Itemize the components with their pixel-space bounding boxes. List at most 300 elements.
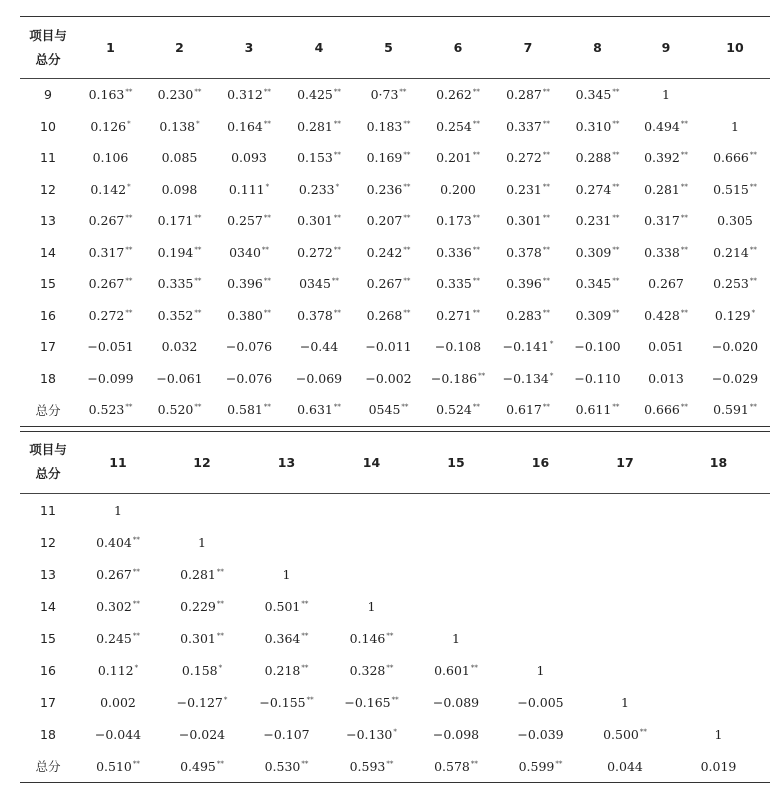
correlation-cell [583, 718, 667, 750]
significance-marker: ** [132, 759, 140, 768]
significance-marker: ** [391, 695, 399, 704]
correlation-value: −0.100 [574, 339, 621, 355]
correlation-cell [493, 79, 563, 111]
correlation-value: 0.335 [436, 276, 472, 292]
correlation-value: 0.611 [575, 402, 612, 418]
significance-marker: ** [261, 245, 269, 254]
correlation-value: 0.495 [180, 758, 216, 774]
row-label: 12 [40, 534, 56, 550]
correlation-value: 0.501 [264, 598, 301, 614]
correlation-value: 0.593 [349, 758, 386, 774]
significance-marker: ** [399, 88, 407, 97]
correlation-cell [329, 590, 414, 622]
significance-marker: ** [680, 245, 688, 254]
correlation-cell [214, 268, 284, 300]
table-row [20, 494, 770, 527]
significance-marker: ** [612, 151, 620, 160]
correlation-cell [563, 394, 632, 426]
row-label: 10 [40, 118, 56, 134]
correlation-cell [145, 268, 214, 300]
correlation-value: 0.267 [648, 276, 684, 292]
significance-marker: ** [331, 277, 339, 286]
correlation-cell [244, 558, 329, 590]
correlation-value: 0.201 [436, 150, 472, 166]
correlation-value: −0.069 [295, 370, 343, 386]
correlation-cell [498, 750, 583, 783]
correlation-value: 0.002 [100, 694, 136, 710]
correlation-value: −0.165 [344, 694, 391, 710]
correlation-cell [76, 590, 160, 622]
column-header: 16 [531, 454, 550, 470]
correlation-cell [76, 142, 145, 174]
correlation-cell [145, 237, 214, 269]
significance-marker: ** [216, 631, 224, 640]
correlation-value: 1 [714, 726, 723, 742]
correlation-cell [493, 205, 563, 237]
significance-marker: ** [125, 245, 133, 254]
significance-marker: * [549, 340, 554, 349]
significance-marker: ** [612, 245, 620, 254]
table-2-header-row [20, 432, 770, 494]
correlation-value: 0345 [299, 276, 331, 292]
correlation-cell [214, 205, 284, 237]
significance-marker: ** [542, 277, 550, 286]
correlation-cell [354, 300, 423, 332]
correlation-value: 0.523 [88, 402, 125, 418]
correlation-value: 0.183 [366, 118, 403, 134]
significance-marker: ** [542, 182, 550, 191]
correlation-cell [354, 237, 423, 269]
correlation-value: 0.019 [700, 758, 737, 774]
correlation-cell [563, 174, 632, 206]
correlation-value: 0.287 [506, 87, 542, 103]
correlation-value: 0.242 [366, 244, 403, 260]
correlation-value: −0.061 [156, 370, 203, 386]
correlation-value: 0.301 [506, 213, 542, 229]
correlation-value: 0.267 [366, 276, 403, 292]
correlation-value: 0.142 [90, 181, 127, 197]
column-header: 17 [616, 454, 634, 470]
correlation-value: −0.044 [94, 726, 142, 742]
row-label: 14 [40, 244, 56, 260]
correlation-value: 0.500 [603, 726, 639, 742]
correlation-value: −0.020 [711, 339, 759, 355]
correlation-value: −0.186 [430, 370, 478, 386]
correlation-cell [700, 142, 770, 174]
correlation-cell [583, 526, 667, 558]
correlation-value: 0.666 [713, 150, 749, 166]
correlation-value: 0.093 [231, 150, 267, 166]
correlation-value: 1 [731, 118, 739, 134]
correlation-value: 0.173 [436, 213, 472, 229]
correlation-value: 0.530 [264, 758, 301, 774]
correlation-value: 0.281 [297, 118, 333, 134]
correlation-value: 0.111 [228, 181, 265, 197]
significance-marker: ** [542, 119, 550, 128]
correlation-cell [76, 79, 145, 111]
correlation-value: 1 [662, 87, 670, 103]
correlation-cell [284, 394, 354, 426]
correlation-cell [329, 718, 414, 750]
correlation-cell [284, 300, 354, 332]
correlation-cell [583, 622, 667, 654]
significance-marker: ** [478, 371, 486, 380]
table-row [20, 750, 770, 783]
correlation-cell [583, 558, 667, 590]
significance-marker: ** [132, 631, 140, 640]
column-header: 1 [106, 40, 115, 55]
correlation-value: 0.281 [644, 181, 680, 197]
column-header: 8 [593, 40, 602, 55]
correlation-value: 0.254 [436, 118, 472, 134]
correlation-value: 0.158 [181, 662, 218, 678]
significance-marker: ** [263, 214, 271, 223]
correlation-value: 0.200 [440, 181, 476, 197]
significance-marker: * [751, 308, 756, 317]
correlation-value: 0.601 [434, 662, 470, 678]
column-header: 18 [709, 454, 728, 470]
row-label: 13 [40, 566, 56, 582]
correlation-cell [284, 79, 354, 111]
column-header: 14 [362, 454, 381, 470]
table-row [20, 174, 770, 206]
correlation-value: 0.666 [644, 402, 680, 418]
correlation-cell [354, 79, 423, 111]
correlation-value: 0.378 [506, 244, 542, 260]
correlation-cell [244, 590, 329, 622]
correlation-value: −0.089 [432, 694, 480, 710]
correlation-value: −0.076 [225, 339, 273, 355]
significance-marker: ** [125, 88, 133, 97]
correlation-value: 0.520 [157, 402, 194, 418]
significance-marker: ** [125, 214, 133, 223]
correlation-cell [700, 363, 770, 395]
correlation-value: 0545 [368, 402, 401, 418]
correlation-cell [145, 363, 214, 395]
table-2-body [20, 494, 770, 783]
correlation-cell [498, 718, 583, 750]
correlation-cell [667, 590, 770, 622]
correlation-cell [632, 237, 700, 269]
table-row [20, 363, 770, 395]
correlation-cell [632, 205, 700, 237]
correlation-cell [667, 750, 770, 783]
row-label: 15 [40, 276, 56, 292]
correlation-cell [667, 558, 770, 590]
correlation-value: −0.099 [87, 370, 134, 386]
row-label: 总分 [35, 759, 61, 774]
correlation-cell [632, 331, 700, 363]
column-header: 13 [277, 454, 296, 470]
correlation-cell [563, 331, 632, 363]
correlation-value: −0.011 [365, 339, 412, 355]
row-label: 总分 [35, 402, 61, 418]
correlation-cell [563, 205, 632, 237]
correlation-cell [700, 79, 770, 111]
significance-marker: ** [386, 663, 394, 672]
significance-marker: ** [612, 88, 620, 97]
correlation-cell [423, 363, 493, 395]
correlation-value: 0.013 [648, 370, 684, 386]
correlation-value: −0.005 [517, 694, 564, 710]
row-label: 11 [40, 502, 56, 518]
correlation-value: 0.272 [297, 244, 333, 260]
correlation-cell [160, 590, 244, 622]
correlation-value: 0.309 [575, 244, 612, 260]
correlation-value: 0.617 [506, 402, 542, 418]
correlation-value: 0.138 [159, 118, 196, 134]
correlation-value: 0.305 [717, 213, 753, 229]
correlation-value: 0.262 [436, 87, 472, 103]
correlation-cell [667, 526, 770, 558]
correlation-value: 0.085 [161, 150, 198, 166]
significance-marker: ** [216, 567, 224, 576]
correlation-cell [423, 237, 493, 269]
correlation-cell [76, 654, 160, 686]
correlation-cell [493, 394, 563, 426]
correlation-cell [493, 142, 563, 174]
significance-marker: ** [263, 88, 271, 97]
significance-marker: ** [612, 308, 620, 317]
correlation-cell [498, 558, 583, 590]
correlation-value: 0.267 [88, 213, 125, 229]
correlation-cell [498, 590, 583, 622]
correlation-cell [160, 686, 244, 718]
correlation-cell [667, 718, 770, 750]
significance-marker: * [223, 695, 228, 704]
correlation-cell [667, 494, 770, 527]
correlation-value: 0.301 [297, 213, 333, 229]
correlation-value: 0.288 [575, 150, 612, 166]
significance-marker: ** [132, 535, 140, 544]
correlation-value: 0.106 [92, 150, 129, 166]
significance-marker: ** [749, 151, 757, 160]
significance-marker: ** [749, 277, 757, 286]
correlation-value: 1 [282, 566, 291, 582]
significance-marker: ** [472, 245, 480, 254]
column-header: 10 [726, 40, 744, 55]
correlation-value: 0.631 [297, 402, 333, 418]
correlation-cell [76, 526, 160, 558]
correlation-value: 0.281 [180, 566, 216, 582]
correlation-cell [414, 590, 498, 622]
correlation-value: 0.146 [349, 630, 386, 646]
correlation-value: 0.345 [575, 276, 612, 292]
row-label: 16 [40, 307, 56, 323]
table-row [20, 331, 770, 363]
table-row [20, 268, 770, 300]
correlation-value: 0.338 [644, 244, 680, 260]
correlation-value: 0.302 [96, 598, 132, 614]
correlation-cell [632, 142, 700, 174]
column-header: 11 [109, 454, 127, 470]
correlation-cell [498, 686, 583, 718]
correlation-cell [583, 590, 667, 622]
significance-marker: ** [386, 759, 394, 768]
significance-marker: ** [333, 245, 341, 254]
correlation-cell [583, 750, 667, 783]
significance-marker: ** [306, 695, 314, 704]
correlation-cell [423, 142, 493, 174]
correlation-cell [284, 111, 354, 143]
correlation-cell [160, 750, 244, 783]
correlation-value: 0.335 [157, 276, 194, 292]
correlation-cell [214, 331, 284, 363]
correlation-cell [160, 526, 244, 558]
correlation-cell [244, 686, 329, 718]
correlation-cell [354, 394, 423, 426]
correlation-value: 0.272 [506, 150, 542, 166]
significance-marker: ** [194, 277, 202, 286]
significance-marker: ** [680, 119, 688, 128]
row-label: 18 [40, 726, 56, 742]
correlation-value: 0.214 [713, 244, 749, 260]
significance-marker: ** [301, 599, 309, 608]
correlation-cell [76, 718, 160, 750]
correlation-value: 0.581 [227, 402, 263, 418]
significance-marker: ** [680, 214, 688, 223]
correlation-cell [354, 174, 423, 206]
correlation-value: −0.107 [263, 726, 310, 742]
table-row [20, 394, 770, 426]
correlation-cell [145, 331, 214, 363]
corner-line-2: 总分 [35, 466, 61, 482]
row-label: 12 [40, 181, 56, 197]
significance-marker: ** [680, 308, 688, 317]
correlation-value: 0.301 [180, 630, 216, 646]
column-header: 5 [384, 40, 393, 55]
correlation-value: 0.274 [575, 181, 612, 197]
correlation-value: 0.126 [90, 118, 127, 134]
correlation-cell [563, 268, 632, 300]
correlation-cell [145, 79, 214, 111]
correlation-cell [563, 111, 632, 143]
table-row [20, 111, 770, 143]
table-row [20, 237, 770, 269]
correlation-cell [76, 300, 145, 332]
significance-marker: ** [680, 403, 688, 412]
correlation-value: 0.194 [157, 244, 194, 260]
correlation-value: 0.032 [161, 339, 198, 355]
significance-marker: * [393, 727, 397, 736]
correlation-value: 0.231 [575, 213, 612, 229]
correlation-value: −0.134 [502, 370, 549, 386]
table-1-body [20, 79, 770, 427]
correlation-cell [354, 331, 423, 363]
column-header: 9 [661, 40, 671, 55]
correlation-value: 0.272 [88, 307, 125, 323]
correlation-cell [563, 237, 632, 269]
row-label: 9 [44, 87, 52, 103]
correlation-cell [214, 142, 284, 174]
correlation-cell [632, 363, 700, 395]
correlation-cell [244, 622, 329, 654]
row-label: 13 [40, 213, 56, 229]
significance-marker: ** [403, 245, 411, 254]
correlation-value: 0.098 [161, 181, 198, 197]
correlation-value: 0.207 [366, 213, 403, 229]
significance-marker: ** [333, 151, 341, 160]
correlation-cell [284, 174, 354, 206]
correlation-cell [76, 394, 145, 426]
table-row [20, 558, 770, 590]
correlation-cell [145, 205, 214, 237]
correlation-cell [423, 111, 493, 143]
correlation-value: 0.267 [96, 566, 132, 582]
correlation-cell [244, 526, 329, 558]
correlation-value: 0.317 [644, 213, 680, 229]
correlation-value: 0.044 [607, 758, 643, 774]
correlation-cell [160, 718, 244, 750]
correlation-cell [160, 622, 244, 654]
correlation-cell [354, 111, 423, 143]
correlation-value: −0.155 [259, 694, 306, 710]
correlation-value: 0.578 [434, 758, 470, 774]
significance-marker: ** [263, 277, 271, 286]
correlation-cell [498, 494, 583, 527]
correlation-value: 0.169 [366, 150, 403, 166]
correlation-cell [76, 494, 160, 527]
correlation-value: 0.345 [575, 87, 612, 103]
correlation-value: 0.153 [297, 150, 333, 166]
correlation-cell [667, 686, 770, 718]
correlation-value: 0340 [229, 244, 261, 260]
correlation-cell [563, 300, 632, 332]
significance-marker: ** [333, 119, 341, 128]
significance-marker: * [127, 119, 131, 128]
correlation-cell [667, 622, 770, 654]
correlation-value: 0.494 [644, 118, 680, 134]
significance-marker: ** [749, 245, 757, 254]
correlation-value: −0.002 [365, 370, 412, 386]
significance-marker: ** [386, 631, 394, 640]
column-header: 15 [447, 454, 465, 470]
correlation-value: −0.141 [502, 339, 549, 355]
correlation-cell [354, 363, 423, 395]
correlation-value: 1 [452, 630, 460, 646]
correlation-value: 0.112 [97, 662, 134, 678]
significance-marker: ** [194, 308, 202, 317]
correlation-cell [76, 111, 145, 143]
correlation-value: −0.076 [225, 370, 273, 386]
correlation-cell [414, 718, 498, 750]
correlation-cell [700, 111, 770, 143]
significance-marker: * [218, 663, 223, 672]
column-header: 3 [244, 40, 254, 55]
correlation-value: −0.051 [87, 339, 134, 355]
correlation-cell [493, 363, 563, 395]
correlation-value: 0.233 [298, 181, 335, 197]
correlation-cell [493, 174, 563, 206]
table-row [20, 654, 770, 686]
significance-marker: ** [125, 403, 133, 412]
correlation-cell [329, 526, 414, 558]
row-label: 16 [40, 662, 56, 678]
correlation-cell [214, 174, 284, 206]
significance-marker: ** [612, 214, 620, 223]
row-label: 11 [40, 150, 56, 166]
correlation-cell [700, 331, 770, 363]
correlation-cell [76, 363, 145, 395]
correlation-cell [423, 331, 493, 363]
significance-marker: ** [194, 214, 202, 223]
correlation-value: 0.392 [644, 150, 680, 166]
significance-marker: ** [472, 214, 480, 223]
significance-marker: ** [749, 182, 757, 191]
significance-marker: ** [125, 308, 133, 317]
correlation-cell [498, 654, 583, 686]
correlation-cell [160, 494, 244, 527]
